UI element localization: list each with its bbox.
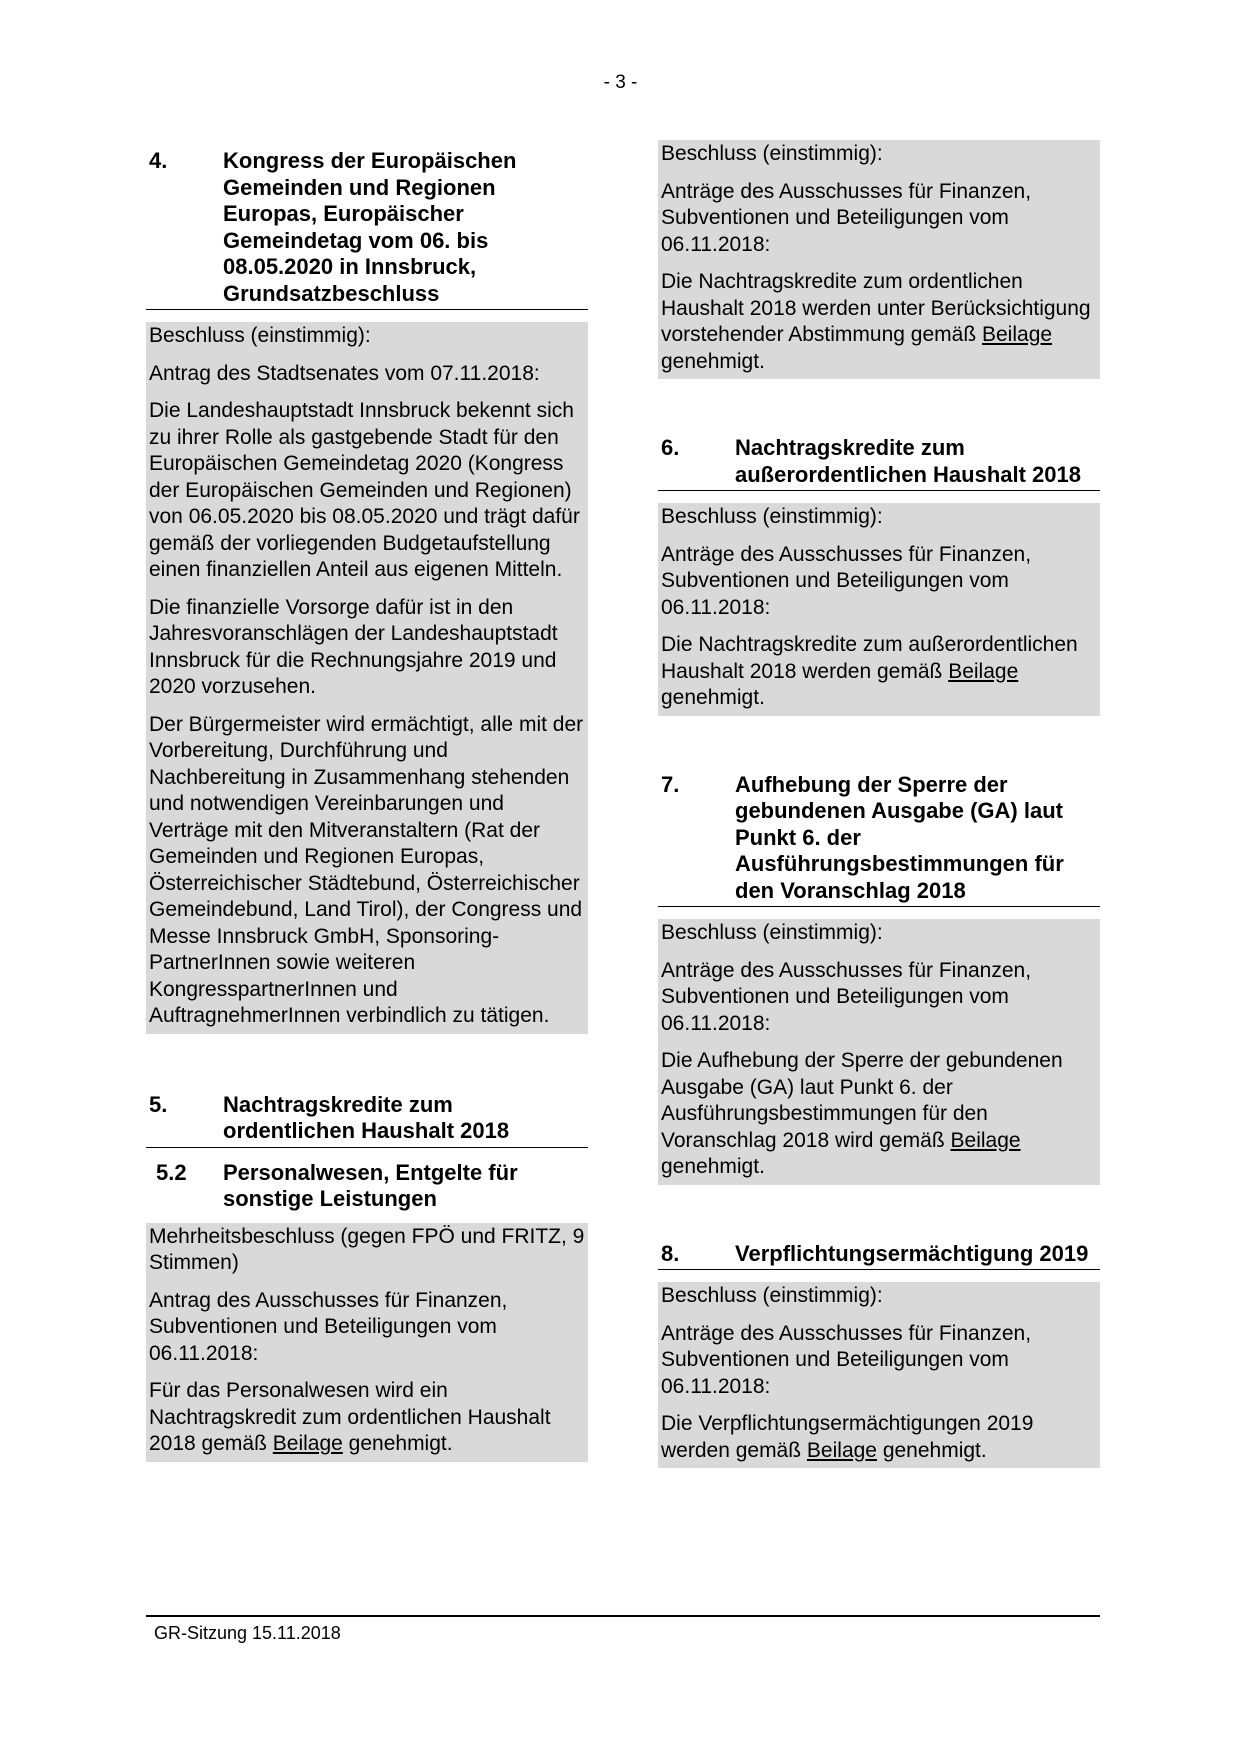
section-title: Nachtragskredite zum ordentlichen Haushalt 2018 <box>223 1091 510 1143</box>
resolution-box <box>658 503 1100 716</box>
resolution-paragraph: Die Nachtragskredite zum außerordentlichen Haushalt 2018 werden gemäß Beilage genehmigt. <box>661 633 1078 709</box>
beilage-link[interactable]: Beilage <box>806 1438 877 1462</box>
section-number: 8. <box>661 1240 680 1266</box>
section-7 <box>658 772 1100 1185</box>
page-number: - 3 - <box>603 72 638 93</box>
beilage-link[interactable]: Beilage <box>948 659 1019 683</box>
section-8-heading <box>658 1241 1100 1271</box>
section-5 <box>146 1092 588 1462</box>
beilage-link[interactable]: Beilage <box>982 323 1053 346</box>
resolution-box <box>658 919 1100 1185</box>
section-8 <box>658 1241 1100 1469</box>
page-footer: GR-Sitzung 15.11.2018 <box>146 1615 1100 1644</box>
resolution-box <box>658 1282 1100 1468</box>
resolution-paragraph: Der Bürgermeister wird ermächtigt, alle mit der Vorbereitung, Durchführung und Nachbereitung in Zusammenhang stehenden und notwendigen Vereinbarungen und Verträge mit den Mitveranstaltern (Rat der Gemeinden und Regionen Europas, Österreichischer Städtebund, Österreichischer Gemeindebund, Land Tirol), der Congress und Messe Innsbruck GmbH, Sponsoring-PartnerInnen sowie weiteren KongresspartnerInnen und AuftragnehmerInnen verbindlich zu tätigen. <box>149 712 584 1027</box>
section-6-heading <box>658 435 1100 491</box>
section-number: 6. <box>661 435 680 460</box>
section-number: 5. <box>149 1091 168 1117</box>
resolution-paragraph: Die Aufhebung der Sperre der gebundenen Ausgabe (GA) laut Punkt 6. der Ausführungsbestimmungen für den Voranschlag 2018 wird gemäß Beilage genehmigt. <box>661 1049 1063 1178</box>
section-title: Verpflichtungsermächtigung 2019 <box>735 1240 1089 1266</box>
right-column <box>658 142 1100 1502</box>
section-title: Aufhebung der Sperre der gebundenen Ausgabe (GA) laut Punkt 6. der Ausführungsbestimmungen für den Voranschlag 2018 <box>735 771 1064 903</box>
section-number: 7. <box>661 771 680 797</box>
section-6 <box>658 435 1100 716</box>
section-4-heading <box>146 148 588 310</box>
left-column <box>146 148 588 1496</box>
resolution-paragraph: Die Landeshauptstadt Innsbruck bekennt sich zu ihrer Rolle als gastgebende Stadt für den Europäischen Gemeindetag 2020 (Kongress der Europäischen Gemeinden und Regionen) von 06.05.2020 bis 08.05.2020 und trägt dafür gemäß der vorliegenden Budgetaufstellung einen finanziellen Anteil aus eigenen Mitteln. <box>149 399 580 581</box>
decision-line: Beschluss (einstimmig): <box>661 505 883 528</box>
resolution-box <box>146 322 588 1034</box>
section-7-heading <box>658 772 1100 908</box>
section-4 <box>146 148 588 1034</box>
decision-line: Beschluss (einstimmig): <box>661 921 883 944</box>
subsection-title: Personalwesen, Entgelte für sonstige Leistungen <box>223 1159 518 1211</box>
beilage-link[interactable]: Beilage <box>950 1128 1021 1152</box>
section-5-continued <box>658 140 1100 379</box>
beilage-link[interactable]: Beilage <box>272 1432 343 1455</box>
motion-line: Anträge des Ausschusses für Finanzen, Subventionen und Beteiligungen vom 06.11.2018: <box>661 958 1032 1035</box>
section-title: Nachtragskredite zum außerordentlichen Haushalt 2018 <box>735 435 1081 487</box>
motion-line: Anträge des Ausschusses für Finanzen, Subventionen und Beteiligungen vom 06.11.2018: <box>661 179 1032 256</box>
resolution-paragraph: Die Nachtragskredite zum ordentlichen Haushalt 2018 werden unter Berücksichtigung vorstehender Abstimmung gemäß Beilage genehmigt. <box>661 270 1091 373</box>
motion-line: Anträge des Ausschusses für Finanzen, Subventionen und Beteiligungen vom 06.11.2018: <box>661 1321 1032 1398</box>
resolution-paragraph: Die finanzielle Vorsorge dafür ist in den Jahresvoranschlägen der Landeshauptstadt Innsbruck für die Rechnungsjahre 2019 und 2020 vorzusehen. <box>149 595 558 698</box>
section-5-heading <box>146 1092 588 1148</box>
section-title: Kongress der Europäischen Gemeinden und Regionen Europas, Europäischer Gemeindetag vom 06. bis 08.05.2020 in Innsbruck, Grundsatzbeschluss <box>223 148 517 306</box>
decision-line: Mehrheitsbeschluss (gegen FPÖ und FRITZ, 9 Stimmen) <box>149 1224 585 1274</box>
resolution-paragraph: Die Verpflichtungsermächtigungen 2019 werden gemäß Beilage genehmigt. <box>661 1412 1034 1462</box>
motion-line: Antrag des Stadtsenates vom 07.11.2018: <box>149 361 540 385</box>
decision-line: Beschluss (einstimmig): <box>661 142 883 165</box>
motion-line: Antrag des Ausschusses für Finanzen, Subventionen und Beteiligungen vom 06.11.2018: <box>149 1288 508 1365</box>
subsection-5-2-heading <box>146 1160 588 1215</box>
section-number: 4. <box>149 148 168 173</box>
resolution-box <box>146 1223 588 1462</box>
motion-line: Anträge des Ausschusses für Finanzen, Subventionen und Beteiligungen vom 06.11.2018: <box>661 542 1032 619</box>
resolution-box <box>658 140 1100 379</box>
decision-line: Beschluss (einstimmig): <box>661 1284 883 1307</box>
resolution-paragraph: Für das Personalwesen wird ein Nachtragskredit zum ordentlichen Haushalt 2018 gemäß Beilage genehmigt. <box>149 1379 551 1455</box>
decision-line: Beschluss (einstimmig): <box>149 324 371 347</box>
subsection-number: 5.2 <box>156 1159 187 1185</box>
